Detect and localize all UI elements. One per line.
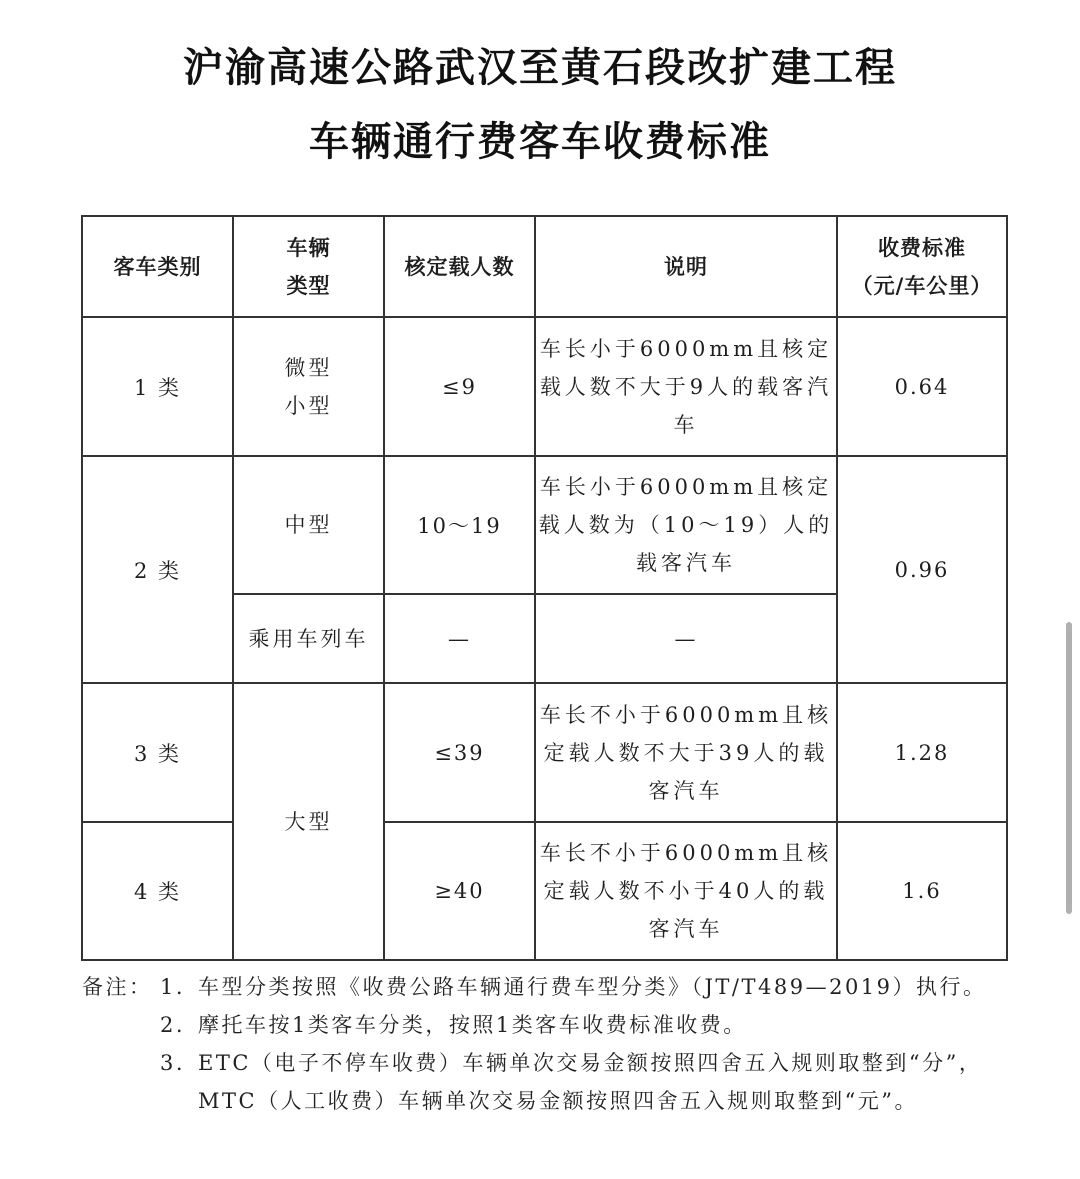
row2-fee: 0.96 xyxy=(837,456,1007,683)
header-seats: 核定载人数 xyxy=(384,216,535,317)
table-header-row xyxy=(82,216,1007,317)
table-row xyxy=(82,822,1007,960)
notes xyxy=(82,968,1012,1120)
scrollbar[interactable] xyxy=(1066,622,1072,914)
fee-table xyxy=(81,215,1008,961)
row3-fee: 1.28 xyxy=(837,683,1007,822)
row1-description: 车长小于6000mm且核定载人数不大于9人的载客汽车 xyxy=(535,317,837,456)
header-fee-line1: 收费标准 xyxy=(878,235,966,260)
note-text: 车型分类按照《收费公路车辆通行费车型分类》（JT/T489—2019）执行。 xyxy=(198,975,987,999)
note-index: 1. xyxy=(160,975,186,999)
row2-seats-b: — xyxy=(384,594,535,683)
header-fee xyxy=(837,216,1007,317)
row3-description: 车长不小于6000mm且核定载人数不大于39人的载客汽车 xyxy=(535,683,837,822)
table-row xyxy=(82,683,1007,822)
row1-seats: ≤9 xyxy=(384,317,535,456)
row3-seats: ≤39 xyxy=(384,683,535,822)
row2-vehicle-type-b: 乘用车列车 xyxy=(233,594,384,683)
note-index: 2. xyxy=(160,1013,186,1037)
row1-type-line2: 小型 xyxy=(284,393,333,418)
row4-fee: 1.6 xyxy=(837,822,1007,960)
row1-category: 1 类 xyxy=(82,317,233,456)
document-title-line2: 车辆通行费客车收费标准 xyxy=(309,119,771,165)
note-item xyxy=(82,968,1012,1006)
table-row xyxy=(82,317,1007,456)
row1-fee: 0.64 xyxy=(837,317,1007,456)
row3-4-vehicle-type: 大型 xyxy=(233,683,384,960)
document-title-line1: 沪渝高速公路武汉至黄石段改扩建工程 xyxy=(183,45,897,91)
row1-type-line1: 微型 xyxy=(284,355,333,380)
row4-description: 车长不小于6000mm且核定载人数不小于40人的载客汽车 xyxy=(535,822,837,960)
notes-label: 备注： xyxy=(82,975,153,999)
row2-category: 2 类 xyxy=(82,456,233,683)
note-index: 3. xyxy=(160,1051,186,1075)
note-item xyxy=(82,1044,1012,1120)
row2-vehicle-type-a: 中型 xyxy=(233,456,384,594)
row2-description-b: — xyxy=(535,594,837,683)
row3-category: 3 类 xyxy=(82,683,233,822)
header-vehicle-type-line2: 类型 xyxy=(286,273,331,298)
header-fee-line2: （元/车公里） xyxy=(851,273,993,298)
note-item xyxy=(82,1006,1012,1044)
row2-description-a: 车长小于6000mm且核定载人数为（10～19）人的载客汽车 xyxy=(535,456,837,594)
header-description: 说明 xyxy=(535,216,837,317)
row4-category: 4 类 xyxy=(82,822,233,960)
header-category: 客车类别 xyxy=(82,216,233,317)
header-vehicle-type-line1: 车辆 xyxy=(286,235,331,260)
note-text: ETC（电子不停车收费）车辆单次交易金额按照四舍五入规则取整到“分”，MTC（人工收费）车辆单次交易金额按照四舍五入规则取整到“元”。 xyxy=(198,1051,983,1113)
row2-seats-a: 10～19 xyxy=(384,456,535,594)
note-text: 摩托车按1类客车分类，按照1类客车收费标准收费。 xyxy=(198,1013,747,1037)
table-row xyxy=(82,456,1007,594)
row1-vehicle-type xyxy=(233,317,384,456)
row4-seats: ≥40 xyxy=(384,822,535,960)
header-vehicle-type xyxy=(233,216,384,317)
